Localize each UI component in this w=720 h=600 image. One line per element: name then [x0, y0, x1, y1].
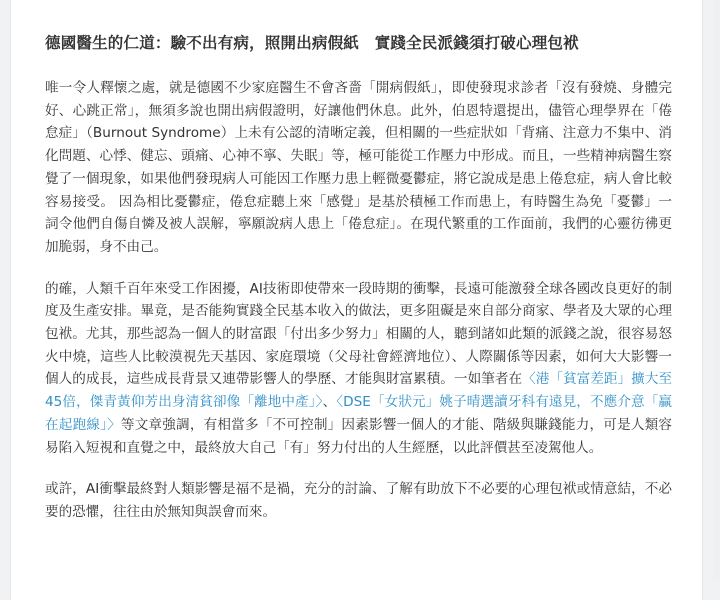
page-scroll-gutter	[713, 0, 720, 581]
link-separator: 、	[322, 394, 337, 411]
article-paragraph-1: 唯一令人釋懷之處，就是德國不少家庭醫生不會吝嗇「開病假紙」，即使發現求診者「沒有發燒、身體完好、心跳正常」，無須多說也開出病假證明，好讓他們休息。此外，伯恩特還提出，儘管心理學界在「倦怠症」（Burnout Syndrome）上未有公認的清晰定義，但相關的一些症狀如「背痛、注意力不集中、消化問題、心悸、健忘、頭痛、心神不寧、失眠」等，極可能從工作壓力中形成。而且，一些精神病醫生察覺了一個現象，如果他們發現病人可能因工作壓力患上輕微憂鬱症，將它說成是患上倦怠症，病人會比較容易接受。 因為相比憂鬱症，倦怠症聽上來「感覺」是基於積極工作而患上，有時醫生為免「憂鬱」一詞令他們自傷自憐及被人誤解，寧願說病人患上「倦怠症」。在現代繁重的工作面前，我們的心靈彷彿更加脆弱，身不由己。	[45, 80, 672, 255]
link-dse-top-scorer-article[interactable]: 〈DSE「女狀元」姚子晴選讀牙科有遠見，不應介意「贏在起跑線」〉	[45, 394, 673, 433]
paragraph-2-text-end: 等文章強調，有相當多「不可控制」因素影響一個人的才能、階級與賺錢能力，可是人類容易陷入短視和直覺之中，最終放大自己「有」努力付出的人生經歷，以此評價甚至凌駕他人。	[45, 416, 673, 456]
link-wealth-gap-article[interactable]: 〈港「貧富差距」擴大至45倍，傑青黃仰芳出身清貧卻像「離地中產」〉	[45, 371, 672, 411]
article-paragraph-2	[45, 278, 672, 460]
paragraph-2-text-start: 的確，人類千百年來受工作困擾，AI技術即使帶來一段時期的衝擊，長遠可能激發全球各國改良更好的制度及生產安排。畢竟，是否能夠實踐全民基本收入的做法，更多阻礙是來自部分商家、學者及大眾的心理包袱。尤其，那些認為一個人的財富跟「付出多少努力」相關的人，聽到諸如此類的派錢之說，很容易怒火中燒，這些人比較漠視先天基因、家庭環境（父母社會經濟地位）、人際關係等因素，如何大大影響一個人的成長，這些成長背景又連帶影響人的學歷、才能與財富累積。一如筆者在	[45, 280, 672, 388]
article-paragraph-3: 或許，AI衝擊最終對人類影響是福不是禍，充分的討論、了解有助放下不必要的心理包袱或情意結，不必要的恐懼，往往由於無知與誤會而來。	[45, 481, 672, 520]
article-card	[10, 0, 703, 600]
article-title: 德國醫生的仁道：驗不出有病，照開出病假紙 實踐全民派錢須打破心理包袱	[45, 34, 579, 52]
